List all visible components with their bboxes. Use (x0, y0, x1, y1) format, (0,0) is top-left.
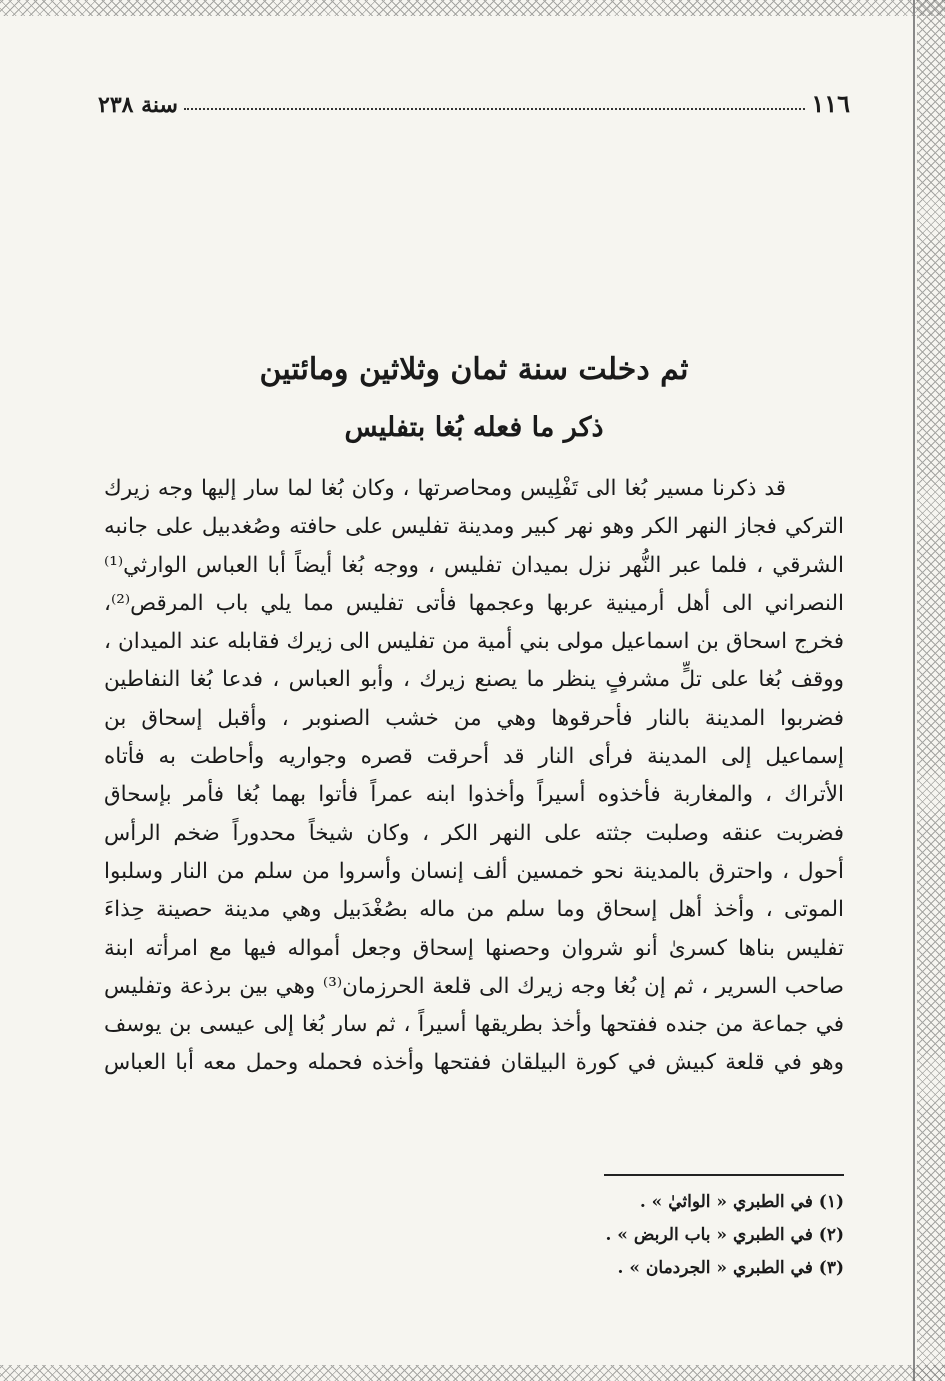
body-line: الموتى ، وأخذ أهل إسحاق وما سلم من ماله بصُغْدَبيل وهي مدينة حصينة حِذاءَ (104, 897, 844, 923)
body-line: الأتراك ، والمغاربة فأخذوه أسيراً وأخذوا ابنه عمراً فأتوا بهما بُغا فأمر بإسحاق (104, 782, 844, 808)
footnote: (٣) في الطبري « الجردمان » . (617, 1258, 844, 1278)
body-line: فضربوا المدينة بالنار فأحرقوها وهي من خشب الصنوبر ، وأقبل إسحاق بن (104, 705, 844, 731)
decorative-border-line (913, 0, 915, 1381)
body-line: وهو في قلعة كبيش في كورة البيلقان ففتحها وأخذه فحمله وحمل معه أبا العباس (104, 1050, 844, 1076)
decorative-border-right (917, 0, 945, 1381)
running-head: سنة ٢٣٨ (98, 92, 178, 118)
decorative-border-bottom (0, 1365, 945, 1381)
body-line: التركي فجاز النهر الكر وهو نهر كبير ومدينة تفليس على حافته وصُغدبيل على جانبه (104, 514, 844, 540)
page-header (98, 84, 850, 118)
body-line: الشرقي ، فلما عبر النُّهر نزل بميدان تفليس ، ووجه بُغا أيضاً أبا العباس الوارثي⁽¹⁾ (104, 552, 844, 578)
body-line: قد ذكرنا مسير بُغا الى تَفْلِيس ومحاصرتها ، وكان بُغا لما سار إليها وجه زيرك (104, 476, 786, 501)
page-number: ١١٦ (811, 89, 850, 118)
body-text (104, 470, 844, 1083)
body-line: إسماعيل إلى المدينة فرأى النار قد أحرقت قصره وجواريه وأحاطت به فأتاه (104, 744, 844, 770)
body-line: أحول ، واحترق بالمدينة نحو خمسين ألف إنسان وأسروا من سلم من النار وسلبوا (104, 858, 844, 884)
section-subtitle: ذكر ما فعله بُغا بتفليس (344, 412, 604, 443)
body-line: تفليس بناها كسرىٰ أنو شروان وحصنها إسحاق وجعل أمواله فيها مع امرأته ابنة (104, 935, 844, 961)
body-line: النصراني الى أهل أرمينية عربها وعجمها فأتى تفليس مما يلي باب المرقص⁽²⁾، (104, 590, 844, 616)
footnotes (400, 1186, 844, 1285)
footnote: (٢) في الطبري « باب الربض » . (605, 1225, 844, 1245)
body-line: في جماعة من جنده ففتحها وأخذ بطريقها أسيراً ، ثم سار بُغا إلى عيسى بن يوسف (104, 1012, 844, 1038)
body-line: فضربت عنقه وصلبت جثته على النهر الكر ، وكان شيخاً محدوراً ضخم الرأس (104, 820, 844, 846)
body-line: فخرج اسحاق بن اسماعيل مولى بني أمية من تفليس الى زيرك فقابله عند الميدان ، (104, 629, 844, 655)
decorative-border-top (0, 0, 945, 16)
footnote-separator (604, 1174, 844, 1176)
body-line: صاحب السرير ، ثم إن بُغا وجه زيرك الى قلعة الحرزمان⁽³⁾ وهي بين برذعة وتفليس (104, 973, 844, 999)
footnote: (١) في الطبري « الواثيٰ » . (639, 1192, 844, 1212)
chapter-title: ثم دخلت سنة ثمان وثلاثين ومائتين (259, 352, 689, 387)
dotted-leader (184, 108, 805, 110)
body-line: ووقف بُغا على تلٍّ مشرفٍ ينظر ما يصنع زيرك ، وأبو العباس ، فدعا بُغا النفاطين (104, 667, 844, 693)
